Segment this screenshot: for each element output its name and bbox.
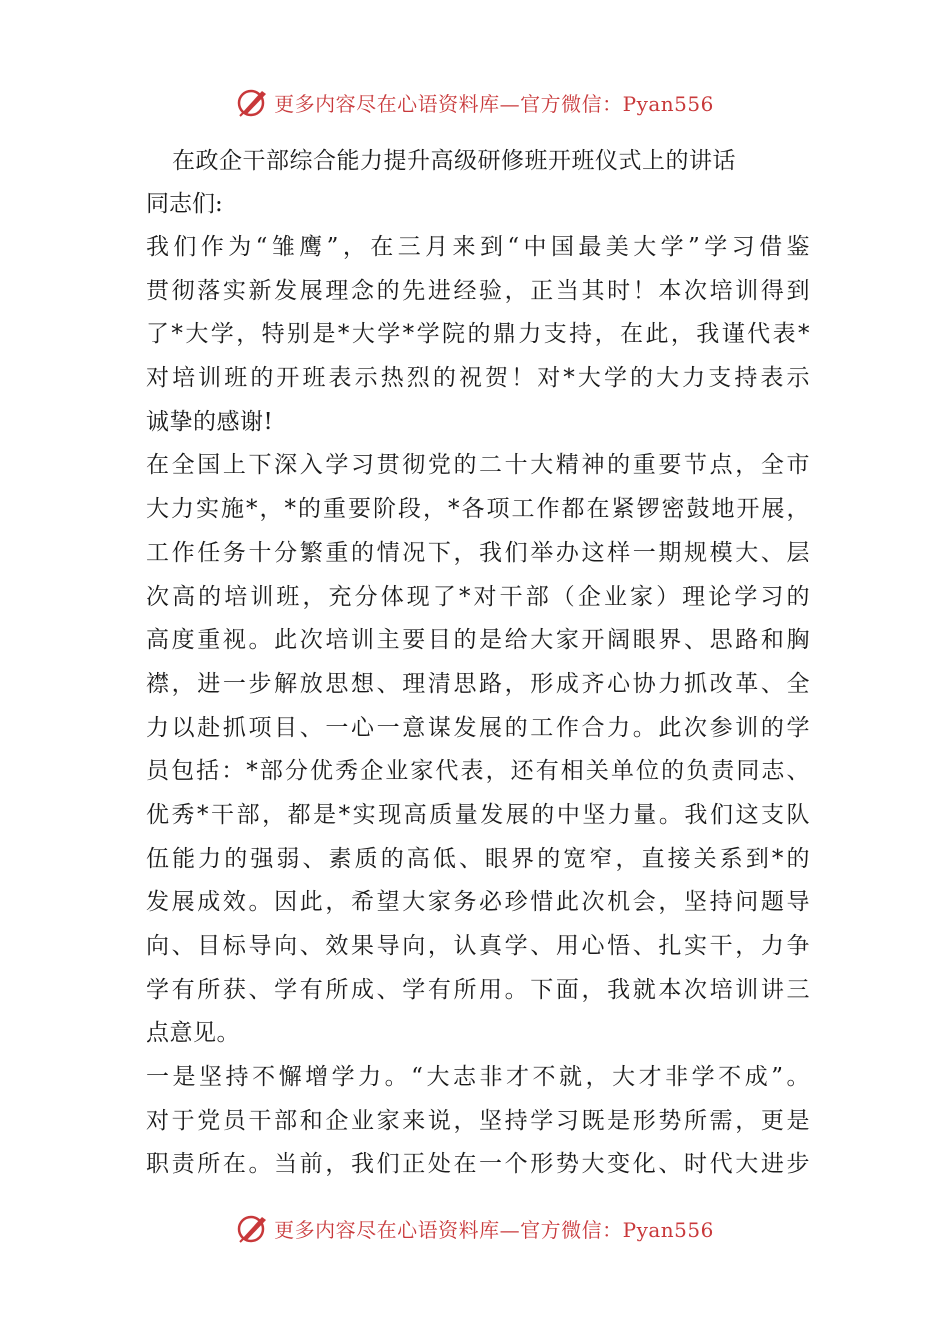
text-line: 大力实施*，*的重要阶段，*各项工作都在紧锣密鼓地开展，: [146, 496, 810, 523]
text-line: 员包括：*部分优秀企业家代表，还有相关单位的负责同志、: [146, 758, 810, 785]
pen-circle-logo-icon: [236, 85, 270, 119]
salutation: 同志们:: [146, 191, 223, 217]
text-line: 诚挚的感谢!: [146, 408, 274, 435]
text-line: 学有所获、学有所成、学有所用。下面，我就本次培训讲三: [146, 976, 810, 1003]
footer-banner-text: 更多内容尽在心语资料库—官方微信：Pyan556: [274, 1217, 714, 1242]
document-title: 在政企干部综合能力提升高级研修班开班仪式上的讲话: [172, 148, 736, 174]
text-line: 高度重视。此次培训主要目的是给大家开阔眼界、思路和胸: [146, 627, 810, 654]
text-line: 次高的培训班，充分体现了*对干部（企业家）理论学习的: [146, 583, 810, 610]
text-line: 向、目标导向、效果导向，认真学、用心悟、扎实干，力争: [146, 933, 810, 959]
text-line: 对于党员干部和企业家来说，坚持学习既是形势所需，更是: [146, 1107, 810, 1134]
text-line: 点意见。: [146, 1020, 240, 1047]
text-line: 发展成效。因此，希望大家务必珍惜此次机会，坚持问题导: [146, 889, 810, 916]
text-line: 对培训班的开班表示热烈的祝贺！对*大学的大力支持表示: [146, 365, 810, 392]
pen-circle-logo-icon: [236, 1211, 270, 1245]
document-body: [146, 140, 810, 1187]
text-line: 在全国上下深入学习贯彻党的二十大精神的重要节点，全市: [146, 452, 810, 479]
footer-banner: [0, 1208, 950, 1248]
header-banner-text: 更多内容尽在心语资料库—官方微信：Pyan556: [274, 91, 714, 116]
text-line: 伍能力的强弱、素质的高低、眼界的宽窄，直接关系到*的: [146, 845, 810, 872]
text-line: 职责所在。当前，我们正处在一个形势大变化、时代大进步: [146, 1151, 810, 1178]
text-line: 力以赴抓项目、一心一意谋发展的工作合力。此次参训的学: [146, 714, 810, 741]
text-line: 襟，进一步解放思想、理清思路，形成齐心协力抓改革、全: [146, 670, 810, 697]
text-line: 工作任务十分繁重的情况下，我们举办这样一期规模大、层: [146, 539, 810, 566]
text-line: 贯彻落实新发展理念的先进经验，正当其时！本次培训得到: [146, 277, 810, 304]
text-line: 我们作为“雏鹰”，在三月来到“中国最美大学”学习借鉴: [146, 234, 810, 260]
text-line: 了*大学，特别是*大学*学院的鼎力支持，在此，我谨代表*: [146, 321, 810, 348]
header-banner: [0, 82, 950, 122]
text-line: 一是坚持不懈增学力。“大志非才不就，大才非学不成”。: [146, 1064, 810, 1091]
text-line: 优秀*干部，都是*实现高质量发展的中坚力量。我们这支队: [146, 801, 810, 828]
